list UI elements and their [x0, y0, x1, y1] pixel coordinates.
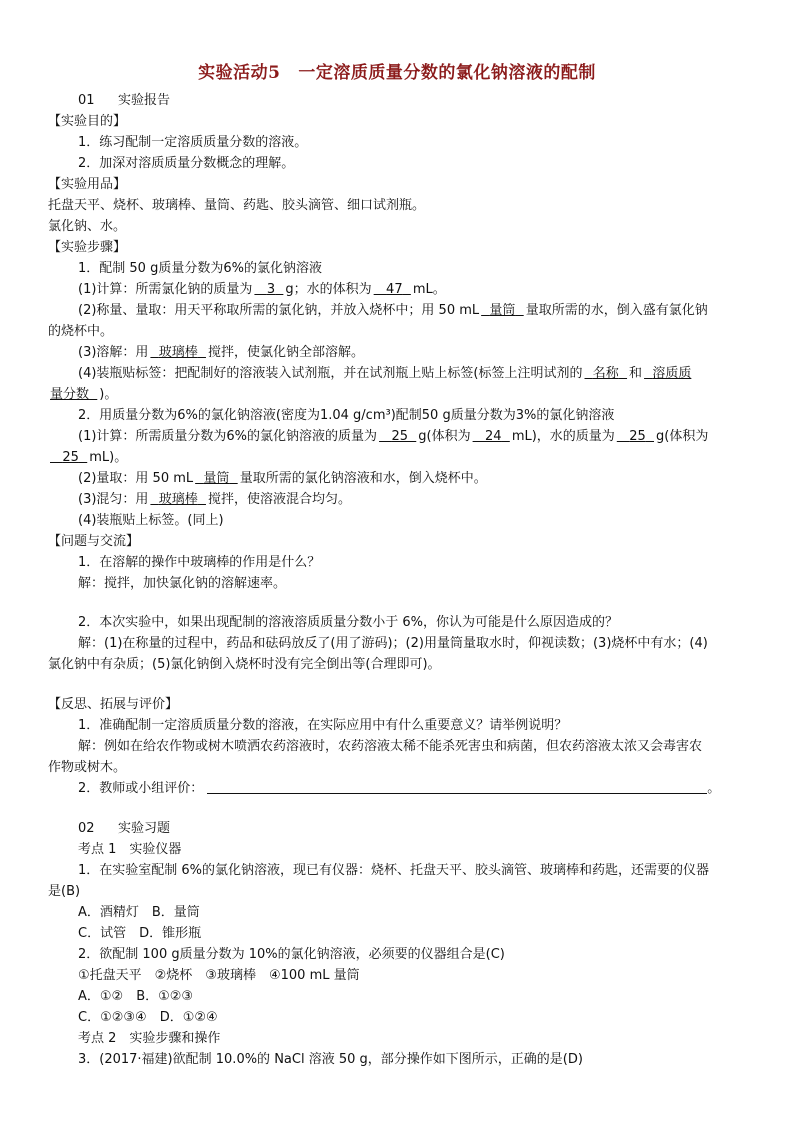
section-heading-exercises — [78, 818, 748, 840]
step2-calc-line1 — [78, 426, 748, 448]
text: (3)溶解：用 — [78, 345, 149, 360]
title-part2: 一定溶质质量分数的氯化钠溶液的配制 — [298, 63, 596, 83]
step2-measure — [78, 468, 748, 490]
q2-options-1: A．①② B．①②③ — [78, 989, 194, 1004]
answer: 3 — [266, 282, 276, 297]
q1-options-2: C．试管 D．锥形瓶 — [78, 926, 202, 941]
discussion-heading: 【问题与交流】 — [48, 534, 140, 549]
text: (1)计算：所需氯化钠的质量为 — [78, 282, 253, 297]
answer: 量分数 — [50, 387, 90, 402]
discussion-q2: 2．本次实验中，如果出现配制的溶液溶质质量分数小于 6%，你认为可能是什么原因造成的？ — [78, 615, 619, 630]
title-part1: 实验活动5 — [198, 63, 281, 83]
text: (2)称量、量取：用天平称取所需的氯化钠，并放入烧杯中；用 50 mL — [78, 303, 480, 318]
q2-options-2: C．①②③④ D．①②④ — [78, 1010, 218, 1025]
discussion-a2-line2: 氯化钠中有杂质；(5)氯化钠倒入烧杯时没有完全倒出等(合理即可)。 — [48, 657, 441, 672]
answer-blank — [615, 429, 656, 444]
answer-blank — [583, 366, 630, 381]
section-number: 02 — [78, 821, 95, 836]
supplies-line-2: 氯化钠、水。 — [48, 219, 127, 234]
step1-weigh-line2: 的烧杯中。 — [48, 324, 114, 339]
answer: 25 — [62, 450, 79, 465]
text: 搅拌，使氯化钠全部溶解。 — [207, 345, 364, 360]
step1-calc — [78, 279, 748, 301]
q2-items: ①托盘天平 ②烧杯 ③玻璃棒 ④100 mL 量筒 — [78, 968, 360, 983]
q1-line2: 是(B) — [48, 884, 81, 899]
answer: 24 — [485, 429, 502, 444]
answer-blank — [471, 429, 512, 444]
fill-in-line — [207, 779, 707, 794]
reflect-a1-line1: 解：例如在给农作物或树木喷洒农药溶液时，农药溶液太稀不能杀死害虫和病菌，但农药溶液太浓又会毒害农 — [78, 739, 703, 754]
step1-label-line1 — [78, 363, 748, 385]
text: )。 — [99, 387, 118, 402]
q1-line1: 1．在实验室配制 6%的氯化钠溶液，现已有仪器：烧杯、托盘天平、胶头滴管、玻璃棒和药匙，还需要的仪器 — [78, 863, 710, 878]
text: (3)混匀：用 — [78, 492, 149, 507]
text: (4)装瓶贴标签：把配制好的溶液装入试剂瓶，并在试剂瓶上贴上标签(标签上注明试剂的 — [78, 366, 583, 381]
answer: 25 — [629, 429, 646, 444]
answer: 量筒 — [489, 303, 516, 318]
step1-dissolve — [78, 342, 748, 364]
answer-blank — [48, 387, 99, 402]
text: g(体积为 — [656, 429, 709, 444]
section-label: 实验习题 — [118, 821, 171, 836]
steps-heading: 【实验步骤】 — [48, 240, 127, 255]
text: (1)计算：所需质量分数为6%的氯化钠溶液的质量为 — [78, 429, 378, 444]
answer: 47 — [386, 282, 403, 297]
step2-title: 2．用质量分数为6%的氯化钠溶液(密度为1.04 g/cm³)配制50 g质量分数为3%的氯化钠溶液 — [78, 408, 615, 423]
text: 量取所需的水，倒入盛有氯化钠 — [525, 303, 708, 318]
reflect-heading: 【反思、拓展与评价】 — [48, 697, 179, 712]
supplies-line-1: 托盘天平、烧杯、玻璃棒、量筒、药匙、胶头滴管、细口试剂瓶。 — [48, 198, 426, 213]
reflect-q1: 1．准确配制一定溶质质量分数的溶液，在实际应用中有什么重要意义？请举例说明？ — [78, 718, 568, 733]
page-title — [0, 58, 794, 83]
answer: 名称 — [592, 366, 619, 381]
reflect-a1-line2: 作物或树木。 — [48, 760, 127, 775]
step1-label-line2 — [48, 384, 748, 406]
text: 2．教师或小组评价： — [78, 781, 204, 796]
q2-text: 2．欲配制 100 g质量分数为 10%的氯化钠溶液，必须要的仪器组合是(C) — [78, 947, 505, 962]
text: mL)。 — [89, 450, 128, 465]
text: mL。 — [412, 282, 446, 297]
answer-blank — [372, 282, 413, 297]
answer-blank — [148, 345, 208, 360]
discussion-a1: 解：搅拌，加快氯化钠的溶解速率。 — [78, 576, 287, 591]
answer: 玻璃棒 — [158, 492, 198, 507]
purpose-item-1: 1．练习配制一定溶质质量分数的溶液。 — [78, 135, 308, 150]
answer-blank — [642, 366, 693, 381]
text: 搅拌，使溶液混合均匀。 — [207, 492, 351, 507]
answer-blank — [377, 429, 418, 444]
step2-label: (4)装瓶贴上标签。(同上) — [78, 513, 224, 528]
section-heading-report — [78, 90, 748, 112]
supplies-heading: 【实验用品】 — [48, 177, 127, 192]
topic1-heading: 考点 1 实验仪器 — [78, 842, 182, 857]
answer-blank — [48, 450, 89, 465]
discussion-q1: 1．在溶解的操作中玻璃棒的作用是什么？ — [78, 555, 321, 570]
answer-blank — [479, 303, 526, 318]
purpose-heading: 【实验目的】 — [48, 114, 127, 129]
section-number: 01 — [78, 93, 95, 108]
topic2-heading: 考点 2 实验步骤和操作 — [78, 1031, 221, 1046]
answer-blank — [148, 492, 208, 507]
text: 和 — [629, 366, 643, 381]
answer: 25 — [391, 429, 408, 444]
text: g；水的体积为 — [285, 282, 372, 297]
step1-weigh-line1 — [78, 300, 748, 322]
step2-mix — [78, 489, 748, 511]
purpose-item-2: 2．加深对溶质质量分数概念的理解。 — [78, 156, 295, 171]
step2-calc-line2 — [48, 447, 748, 469]
answer-blank — [193, 471, 240, 486]
answer: 玻璃棒 — [158, 345, 198, 360]
discussion-a2-line1: 解：(1)在称量的过程中，药品和砝码放反了(用了游码)；(2)用量筒量取水时，仰视读数；(3)烧杯中有水；(4) — [78, 636, 708, 651]
q3-text: 3．(2017·福建)欲配制 10.0%的 NaCl 溶液 50 g，部分操作如下图所示，正确的是(D) — [78, 1052, 583, 1067]
q1-options-1: A．酒精灯 B．量筒 — [78, 905, 200, 920]
step1-title: 1．配制 50 g质量分数为6%的氯化钠溶液 — [78, 261, 322, 276]
text: mL)，水的质量为 — [511, 429, 615, 444]
text: 量取所需的氯化钠溶液和水，倒入烧杯中。 — [239, 471, 487, 486]
text: (2)量取：用 50 mL — [78, 471, 194, 486]
reflect-q2 — [78, 778, 748, 800]
section-label: 实验报告 — [118, 93, 171, 108]
answer-blank — [252, 282, 285, 297]
answer: 量筒 — [203, 471, 230, 486]
text: g(体积为 — [418, 429, 471, 444]
answer: 溶质质 — [652, 366, 692, 381]
text: 。 — [707, 781, 721, 796]
